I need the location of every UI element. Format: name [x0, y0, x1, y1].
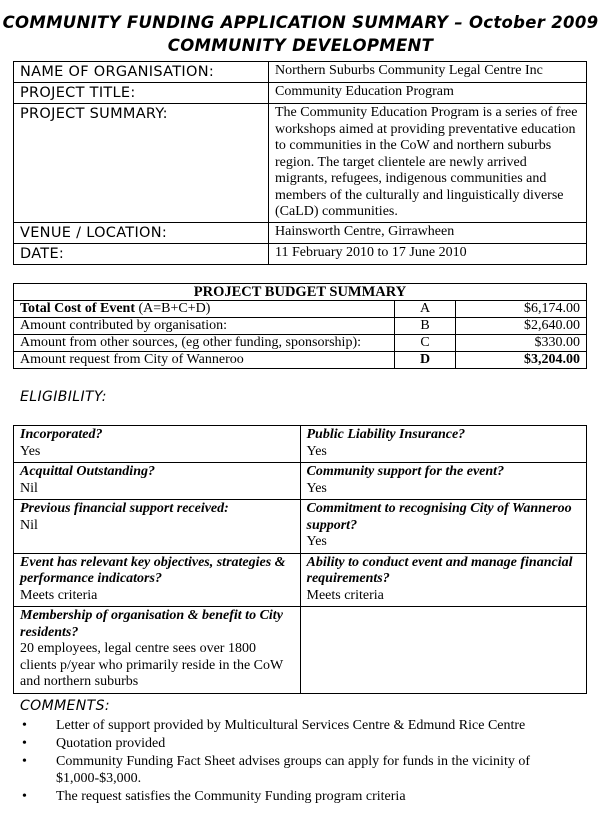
eligibility-question: Acquittal Outstanding?: [20, 464, 155, 479]
budget-code: B: [395, 318, 456, 335]
details-label: PROJECT SUMMARY:: [14, 104, 269, 223]
budget-label: Amount from other sources, (eg other funding, sponsorship):: [14, 335, 395, 352]
budget-row-other-sources: [14, 335, 587, 352]
bullet-icon: •: [22, 789, 27, 804]
details-label: VENUE / LOCATION:: [14, 222, 269, 243]
details-label: DATE:: [14, 243, 269, 264]
comment-text: Community Funding Fact Sheet advises groups can apply for funds in the vicinity of $1,000-$3,000.: [56, 754, 530, 786]
eligibility-question: Community support for the event?: [306, 464, 505, 479]
eligibility-cell: [300, 500, 587, 554]
comment-text: The request satisfies the Community Funding program criteria: [56, 789, 406, 804]
details-value: Community Education Program: [269, 83, 587, 104]
bullet-icon: •: [22, 718, 27, 733]
budget-amount: $6,174.00: [456, 301, 587, 318]
eligibility-row: [14, 500, 587, 554]
document-subtitle: COMMUNITY DEVELOPMENT: [167, 36, 434, 55]
eligibility-question: Ability to conduct event and manage financial requirements?: [306, 554, 573, 586]
budget-code: D: [395, 352, 456, 369]
budget-row-organisation: [14, 318, 587, 335]
eligibility-cell-empty: [300, 607, 587, 694]
comments-heading: COMMENTS:: [20, 698, 111, 714]
budget-summary-table: [13, 283, 587, 369]
eligibility-answer: Nil: [20, 517, 38, 533]
details-row-venue: [14, 222, 587, 243]
comment-text: Letter of support provided by Multicultural Services Centre & Edmund Rice Centre: [56, 718, 526, 733]
budget-amount: $2,640.00: [456, 318, 587, 335]
details-value: Northern Suburbs Community Legal Centre Inc: [269, 62, 587, 83]
budget-label: Amount request from City of Wanneroo: [14, 352, 395, 369]
eligibility-row: [14, 426, 587, 463]
budget-row-total: [14, 301, 587, 318]
budget-code: C: [395, 335, 456, 352]
eligibility-row: [14, 463, 587, 500]
document-title: COMMUNITY FUNDING APPLICATION SUMMARY – October 2009: [2, 13, 599, 32]
eligibility-question: Commitment to recognising City of Wanneroo support?: [306, 501, 572, 533]
eligibility-question: Membership of organisation & benefit to City residents?: [20, 608, 283, 640]
eligibility-answer: Yes: [306, 443, 327, 459]
details-row-summary: [14, 104, 587, 223]
eligibility-answer: Meets criteria: [306, 587, 384, 603]
list-item: [22, 788, 587, 805]
details-label: PROJECT TITLE:: [14, 83, 269, 104]
comment-text: Quotation provided: [56, 736, 166, 751]
bullet-icon: •: [22, 736, 27, 751]
bullet-icon: •: [22, 754, 27, 769]
list-item: [22, 753, 587, 787]
eligibility-row: [14, 553, 587, 607]
details-label: NAME OF ORGANISATION:: [14, 62, 269, 83]
eligibility-answer: Yes: [306, 480, 327, 496]
list-item: [22, 735, 587, 752]
details-row-date: [14, 243, 587, 264]
eligibility-cell: [14, 500, 301, 554]
budget-amount: $330.00: [456, 335, 587, 352]
details-value: Hainsworth Centre, Girrawheen: [269, 222, 587, 243]
eligibility-answer: Yes: [20, 443, 41, 459]
eligibility-heading: ELIGIBILITY:: [20, 389, 107, 405]
eligibility-answer: Nil: [20, 480, 38, 496]
comments-list: [22, 717, 587, 806]
eligibility-cell: [300, 553, 587, 607]
eligibility-answer: 20 employees, legal centre sees over 1800 clients p/year who primarily reside in the CoW and northern suburbs: [20, 641, 283, 689]
eligibility-answer: Meets criteria: [20, 587, 98, 603]
eligibility-cell: [14, 553, 301, 607]
eligibility-answer: Yes: [306, 534, 327, 549]
eligibility-cell: [14, 463, 301, 500]
budget-code: A: [395, 301, 456, 318]
eligibility-cell: [300, 426, 587, 463]
details-row-organisation: [14, 62, 587, 83]
budget-label: Amount contributed by organisation:: [14, 318, 395, 335]
project-details-table: [13, 61, 587, 265]
eligibility-question: Public Liability Insurance?: [306, 427, 466, 442]
list-item: [22, 717, 587, 734]
budget-label-suffix: (A=B+C+D): [135, 301, 211, 316]
budget-title: PROJECT BUDGET SUMMARY: [14, 284, 587, 301]
details-row-title: [14, 83, 587, 104]
eligibility-cell: [14, 607, 301, 694]
eligibility-question: Event has relevant key objectives, strategies & performance indicators?: [20, 554, 286, 586]
eligibility-cell: [300, 463, 587, 500]
eligibility-cell: [14, 426, 301, 463]
eligibility-question: Previous financial support received:: [20, 501, 229, 516]
details-value: 11 February 2010 to 17 June 2010: [269, 243, 587, 264]
budget-header-row: [14, 284, 587, 301]
eligibility-row: [14, 607, 587, 694]
budget-label: [14, 301, 395, 318]
details-value: The Community Education Program is a series of free workshops aimed at providing preventative education to communities in the CoW and northern suburbs region. The target clientele are newly arrived migrants, refugees, indigenous communities and members of the culturally and linguistically diverse (CaLD) communities.: [269, 104, 587, 223]
eligibility-question: Incorporated?: [20, 427, 103, 442]
budget-amount: $3,204.00: [456, 352, 587, 369]
budget-label-text: Total Cost of Event: [20, 301, 135, 316]
eligibility-table: [13, 425, 587, 694]
budget-row-request: [14, 352, 587, 369]
